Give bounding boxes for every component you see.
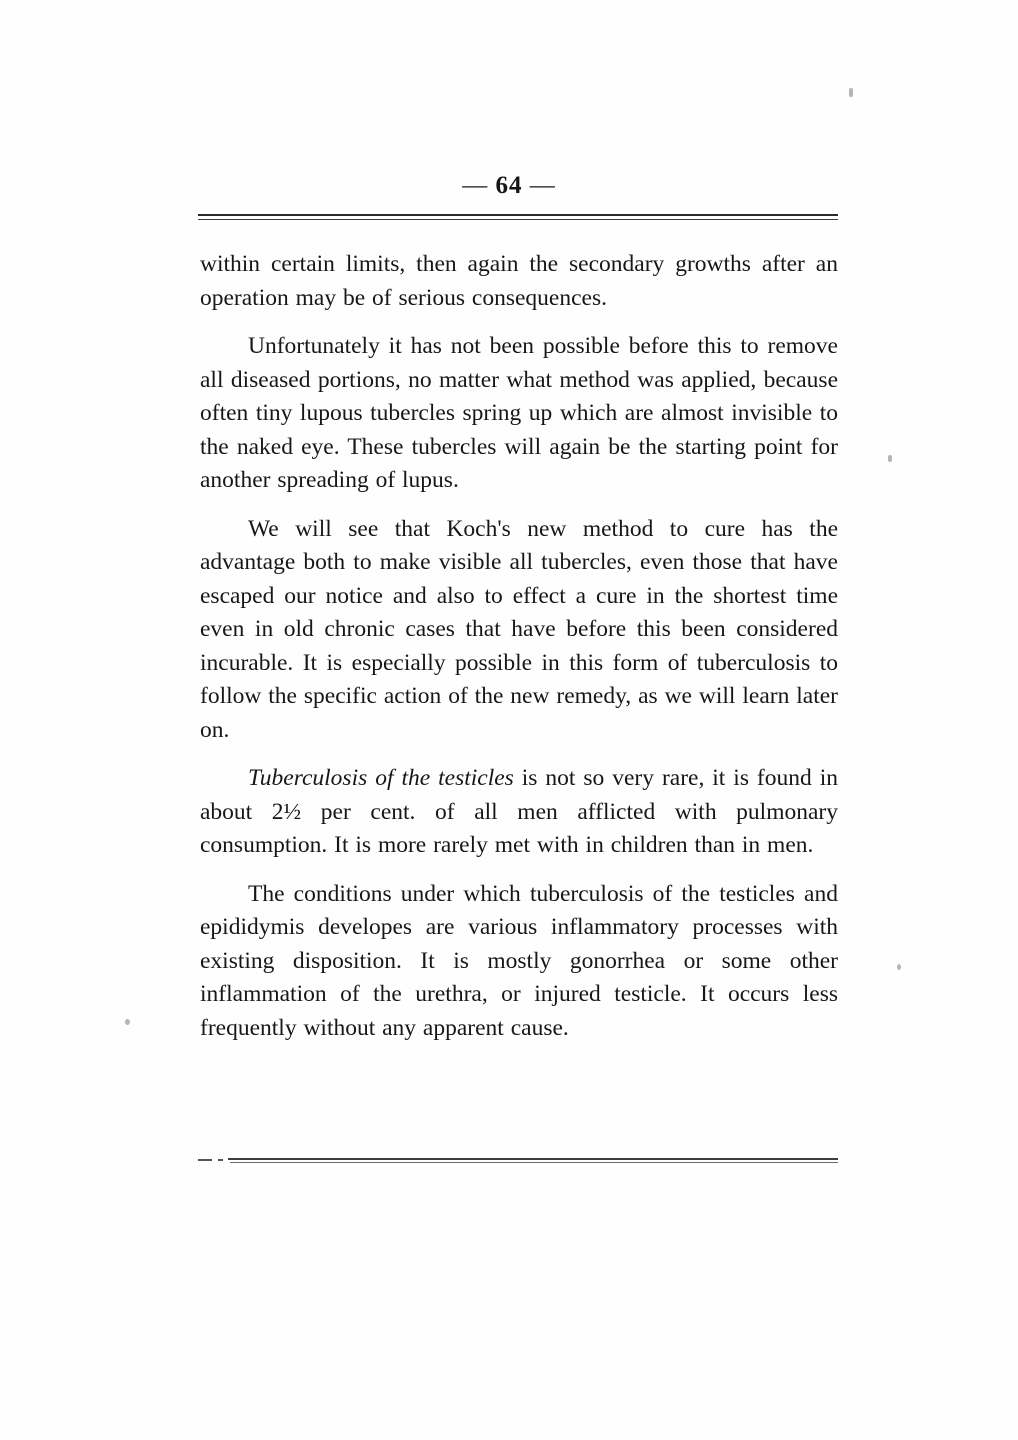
footer-divider-rule [198,1158,838,1164]
paragraph-italic-lead: Tuberculosis of the testicles [248,765,514,791]
header-divider-rule [198,214,838,220]
scan-speck [897,964,901,970]
paragraph-unfortunately: Unfortunately it has not been possible before this to remove all diseased portions, no matter what method was applied, because often tiny lupous tubercles spring up which are almost invisible to the naked eye. These tubercles will again be the starting point for another spreading of lupus. [200,333,838,493]
paragraph-continuation: within certain limits, then again the secondary growths after an operation may be of serious consequences. [200,251,838,311]
scan-speck [849,88,853,97]
paragraph-koch-method: We will see that Koch's new method to cure has the advantage both to make visible all tubercles, even those that have escaped our notice and also to effect a cure in the shortest time even in old chronic cases that have before this been considered incurable. It is especially possible in this form of tuberculosis to follow the specific action of the new remedy, as we will learn later on. [200,515,838,743]
scan-speck [125,1019,130,1025]
paragraph-testicles-text: is not so very rare, it is found in about 2½ per cent. of all men afflicted with pulmonary consumption. It is more rarely met with in children than in men. [200,765,838,858]
folio-dash-left: — [462,172,489,199]
paragraph-testicles [200,762,838,863]
scan-speck [888,455,892,462]
folio-number: 64 [495,172,523,199]
paragraph-conditions: The conditions under which tuberculosis of the testicles and epididymis developes are various inflammatory processes with existing disposition. It is mostly gonorrhea or some other inflammation of the urethra, or injured testicle. It occurs less frequently without any apparent cause. [200,880,838,1041]
page-number-header [0,172,1018,200]
body-text-block [200,248,838,1045]
folio-dash-right: — [529,172,556,199]
